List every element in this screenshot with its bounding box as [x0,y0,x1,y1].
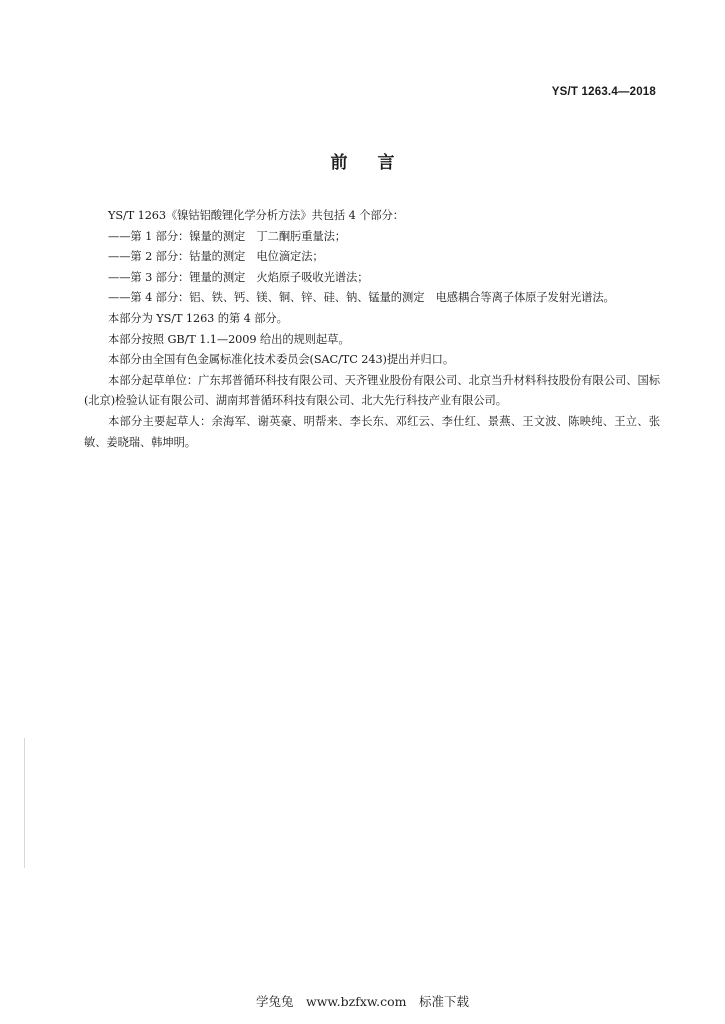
foreword-intro: YS/T 1263《镍钴铝酸锂化学分析方法》共包括 4 个部分： [108,209,404,222]
part-list-item: ——第 3 部分：锂量的测定 火焰原子吸收光谱法； [108,270,369,284]
foreword-paragraph: 本部分为 YS/T 1263 的第 4 部分。 [108,311,288,325]
part-list-item: ——第 4 部分：铝、铁、钙、镁、铜、锌、硅、钠、锰量的测定 电感耦合等离子体原子发射光谱法。 [108,291,615,305]
page-title: 前言 [330,153,425,173]
foreword-body [84,206,660,453]
scan-edge-line [24,738,25,868]
foreword-paragraph: 本部分由全国有色金属标准化技术委员会(SAC/TC 243)提出并归口。 [108,353,455,367]
part-list-item: ——第 2 部分：钴量的测定 电位滴定法； [108,250,324,264]
foreword-paragraph: 本部分按照 GB/T 1.1—2009 给出的规则起草。 [108,332,350,346]
drafters-paragraph: 本部分主要起草人：余海军、谢英豪、明帮来、李长东、邓红云、李仕红、景燕、王文波、陈映纯、王立、张敏、姜晓瑞、韩坤明。 [84,414,660,449]
drafting-units-paragraph: 本部分起草单位：广东邦普循环科技有限公司、天齐锂业股份有限公司、北京当升材料科技股份有限公司、国标(北京)检验认证有限公司、湖南邦普循环科技有限公司、北大先行科技产业有限公司。 [84,373,660,408]
part-list-item: ——第 1 部分：镍量的测定 丁二酮肟重量法； [108,229,347,243]
footer-watermark: 学兔兔 www.bzfxw.com 标准下载 [256,994,469,1009]
standard-code: YS/T 1263.4—2018 [551,86,656,98]
